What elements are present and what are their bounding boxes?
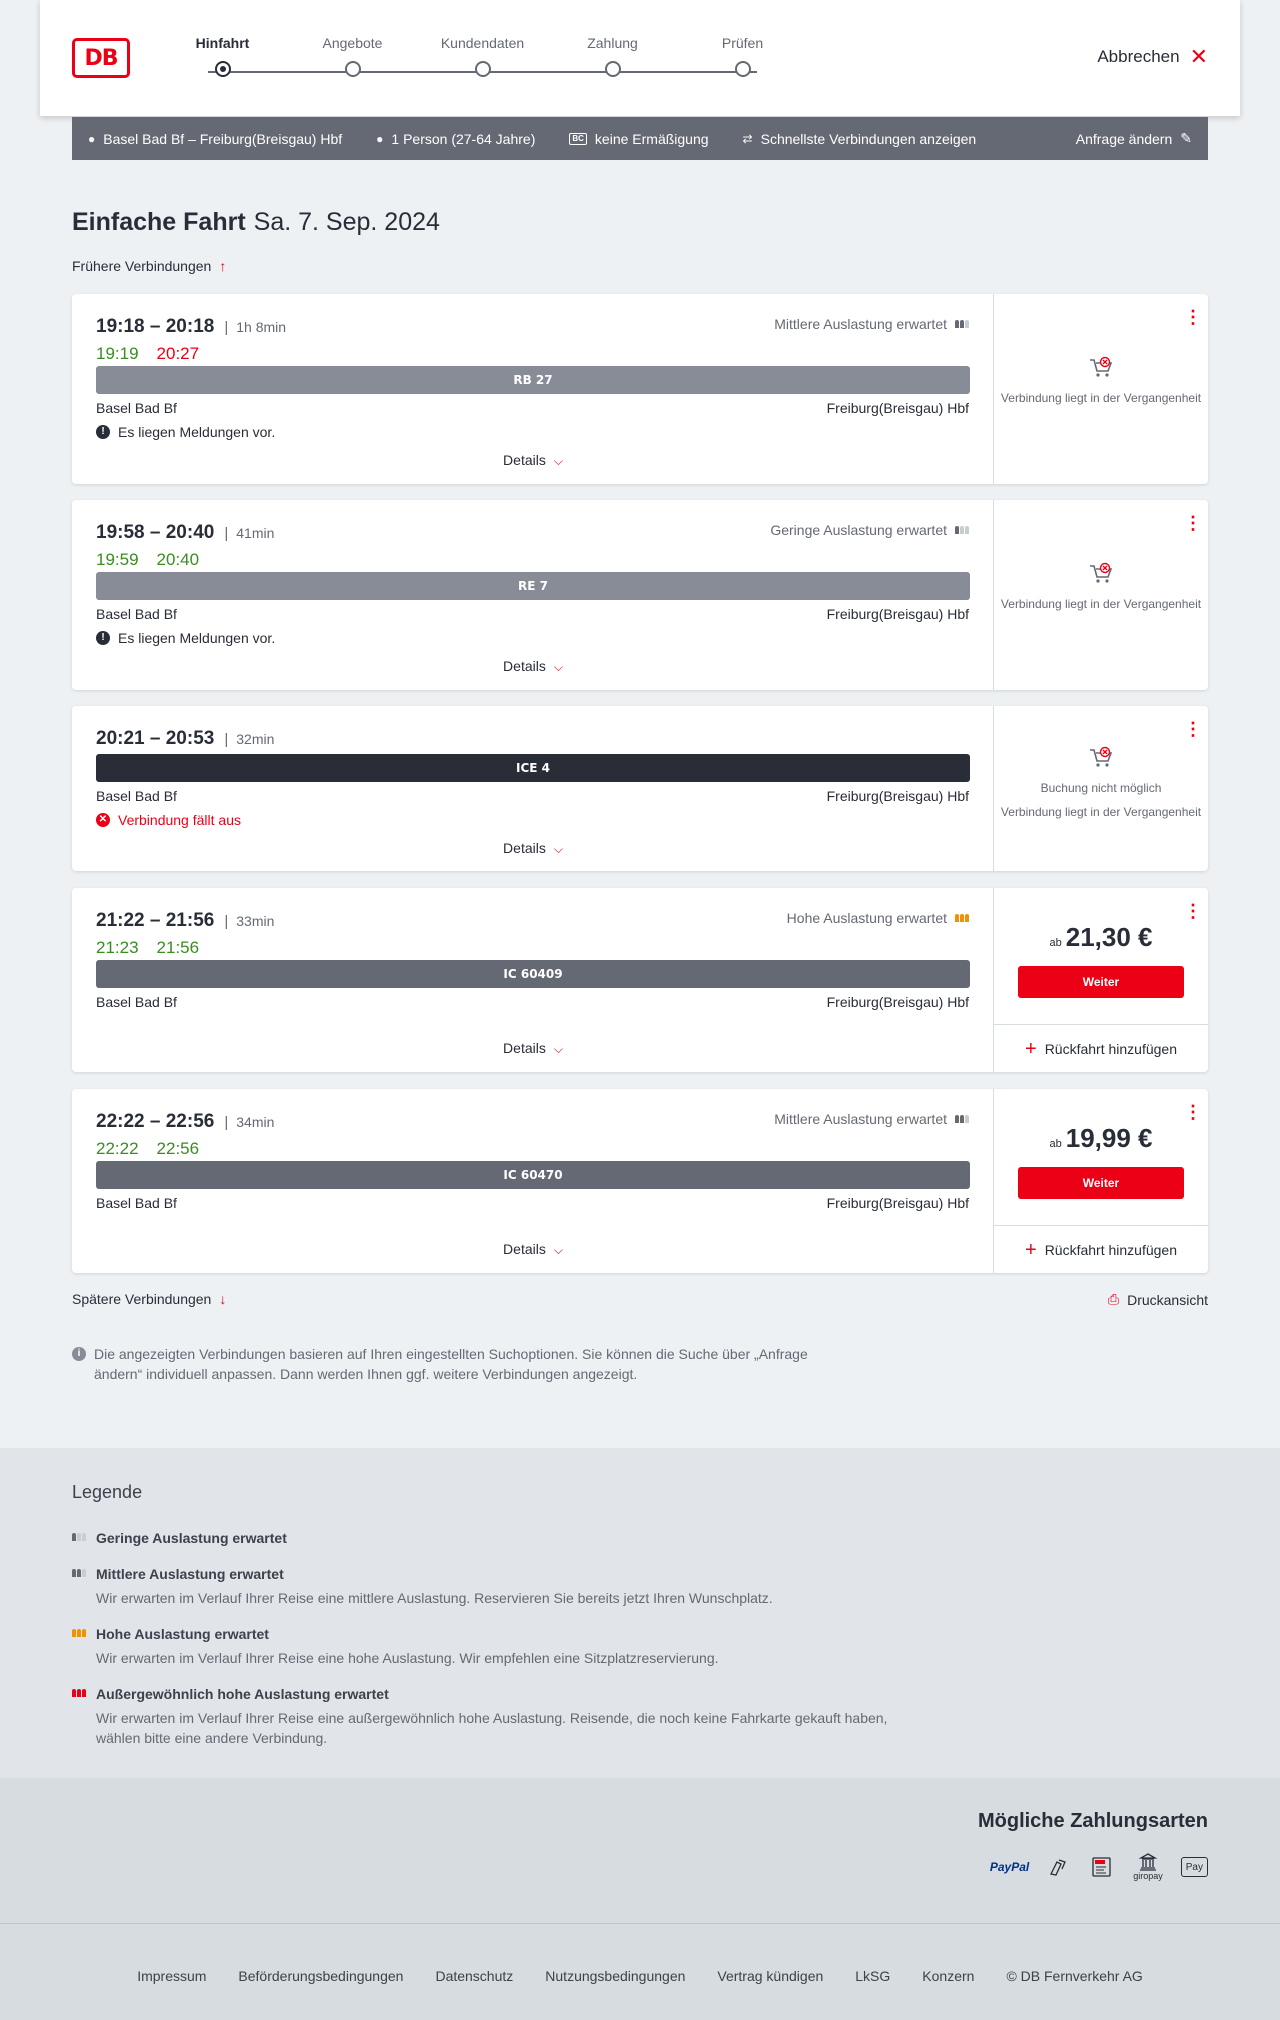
- trip-type: Einfache Fahrt: [72, 208, 246, 236]
- connection-card: [72, 500, 1208, 690]
- duration: 32min: [236, 731, 275, 747]
- details-toggle[interactable]: Details ⌵: [503, 1040, 563, 1056]
- footer-link-befoerderungsbedingungen[interactable]: Beförderungsbedingungen: [238, 1968, 404, 1984]
- exclamation-icon: !: [96, 631, 110, 645]
- connection-offer: [994, 706, 1208, 871]
- departure-station: Basel Bad Bf: [96, 788, 177, 804]
- chevron-down-icon: ⌵: [553, 1042, 563, 1056]
- realtime-times: 19:19 20:27: [96, 344, 200, 363]
- cart-unavailable-icon: [1088, 746, 1114, 770]
- pencil-icon: ✎: [1180, 130, 1192, 146]
- occupancy-low-icon: [72, 1533, 86, 1541]
- copyright: © DB Fernverkehr AG: [1006, 1968, 1143, 1984]
- bahncard-icon: BC: [569, 133, 587, 145]
- location-pin-icon: ●: [88, 131, 96, 146]
- cancel-button[interactable]: [1097, 46, 1208, 68]
- price: ab 21,30 €: [1049, 922, 1153, 952]
- connection-times: 19:18 – 20:18 | 1h 8min: [96, 316, 287, 337]
- occupancy-medium-icon: [955, 1115, 969, 1123]
- connection-card: [72, 1089, 1208, 1273]
- arrival-station: Freiburg(Breisgau) Hbf: [826, 788, 969, 804]
- more-options-icon[interactable]: ⋮: [1184, 901, 1202, 921]
- chevron-down-icon: ⌵: [553, 842, 563, 856]
- continue-button[interactable]: Weiter: [1018, 966, 1184, 998]
- exclamation-icon: !: [96, 425, 110, 439]
- step-pruefen: Prüfen: [680, 30, 805, 77]
- notice-message[interactable]: ! Es liegen Meldungen vor.: [96, 424, 275, 440]
- connection-times: 20:21 – 20:53 | 32min: [96, 728, 275, 749]
- legend-item-high: Hohe Auslastung erwartet Wir erwarten im Verlauf Ihrer Reise eine hohe Auslastung. Wir empfehlen eine Sitzplatzreservierung.: [72, 1624, 892, 1668]
- step-zahlung: Zahlung: [550, 30, 675, 77]
- arrow-up-icon: ↑: [219, 258, 227, 274]
- add-return-button[interactable]: + Rückfahrt hinzufügen: [994, 1024, 1208, 1072]
- step-dot: [475, 61, 491, 77]
- connection-times: 21:22 – 21:56 | 33min: [96, 910, 275, 931]
- trip-date: Sa. 7. Sep. 2024: [253, 208, 440, 236]
- cancellation-message: ✕ Verbindung fällt aus: [96, 812, 241, 828]
- close-icon: ✕: [1189, 44, 1208, 69]
- train-bar[interactable]: RB 27: [96, 366, 970, 394]
- load-indicator: Mittlere Auslastung erwartet: [774, 316, 969, 332]
- connection-card: [72, 706, 1208, 871]
- chevron-down-icon: ⌵: [553, 454, 563, 468]
- step-kundendaten: Kundendaten: [420, 30, 545, 77]
- footer-link-impressum[interactable]: Impressum: [137, 1968, 207, 1984]
- info-icon: i: [72, 1347, 86, 1361]
- more-options-icon[interactable]: ⋮: [1184, 719, 1202, 739]
- footer-link-lksg[interactable]: LkSG: [855, 1968, 891, 1984]
- arrow-down-icon: ↓: [219, 1291, 227, 1307]
- header: [40, 0, 1240, 116]
- train-bar[interactable]: RE 7: [96, 572, 970, 600]
- arrival-station: Freiburg(Breisgau) Hbf: [826, 994, 969, 1010]
- realtime-times: 21:23 21:56: [96, 938, 200, 957]
- departure-station: Basel Bad Bf: [96, 400, 177, 416]
- step-dot: [605, 61, 621, 77]
- footer-links: [0, 1968, 1280, 1984]
- duration: 33min: [236, 913, 275, 929]
- db-logo[interactable]: DB: [72, 38, 130, 78]
- connection-offer: [994, 888, 1208, 1072]
- details-toggle[interactable]: Details ⌵: [503, 1241, 563, 1257]
- giropay-icon: giropay: [1133, 1850, 1163, 1884]
- departure-station: Basel Bad Bf: [96, 1195, 177, 1211]
- continue-button[interactable]: Weiter: [1018, 1167, 1184, 1199]
- sepa-icon: [1091, 1852, 1115, 1882]
- connection-offer: [994, 1089, 1208, 1273]
- duration: 41min: [236, 525, 275, 541]
- connection-main: [72, 294, 994, 484]
- train-bar[interactable]: ICE 4: [96, 754, 970, 782]
- details-toggle[interactable]: Details ⌵: [503, 452, 563, 468]
- arrival-station: Freiburg(Breisgau) Hbf: [826, 400, 969, 416]
- step-dot: [735, 61, 751, 77]
- details-toggle[interactable]: Details ⌵: [503, 840, 563, 856]
- departure-station: Basel Bad Bf: [96, 994, 177, 1010]
- legend-title: Legende: [72, 1482, 143, 1502]
- summary-discount: BC keine Ermäßigung: [569, 131, 708, 147]
- footer: [0, 1923, 1280, 2020]
- connection-times: 22:22 – 22:56 | 34min: [96, 1111, 275, 1132]
- payment-title: Mögliche Zahlungsarten: [977, 1810, 1208, 1832]
- occupancy-medium-icon: [72, 1569, 86, 1577]
- plus-icon: +: [1025, 1037, 1037, 1060]
- occupancy-low-icon: [955, 526, 969, 534]
- notice-message[interactable]: ! Es liegen Meldungen vor.: [96, 630, 275, 646]
- occupancy-exceptional-icon: [72, 1689, 86, 1697]
- print-view-link[interactable]: ⎙ Druckansicht: [1107, 1291, 1208, 1308]
- legend: [0, 1448, 1280, 1778]
- chevron-down-icon: ⌵: [553, 660, 563, 674]
- plus-icon: +: [1025, 1238, 1037, 1261]
- cart-unavailable-icon: [1088, 562, 1114, 586]
- info-note: i Die angezeigten Verbindungen basieren auf Ihren eingestellten Suchoptionen. Sie können die Suche über „Anfrage ändern“ individuell anpassen. Dann werden Ihnen ggf. weitere Verbindungen angezeigt.: [72, 1344, 852, 1384]
- load-indicator: Geringe Auslastung erwartet: [770, 522, 969, 538]
- connection-main: [72, 500, 994, 690]
- credit-card-icon: [1047, 1852, 1073, 1882]
- connection-offer: [994, 500, 1208, 690]
- footer-link-vertrag-kuendigen[interactable]: Vertrag kündigen: [717, 1968, 824, 1984]
- connection-main: [72, 1089, 994, 1273]
- swap-arrows-icon: ⇄: [742, 131, 753, 146]
- duration: 1h 8min: [236, 319, 287, 335]
- cancelled-icon: ✕: [96, 813, 110, 827]
- booking-status: Buchung nicht möglich Verbindung liegt in der Vergangenheit: [994, 746, 1208, 820]
- edit-request-button[interactable]: Anfrage ändern ✎: [1075, 130, 1192, 147]
- load-indicator: Mittlere Auslastung erwartet: [774, 1111, 969, 1127]
- connection-main: [72, 706, 994, 871]
- train-bar[interactable]: IC 60409: [96, 960, 970, 988]
- legend-item-medium: Mittlere Auslastung erwartet Wir erwarten im Verlauf Ihrer Reise eine mittlere Auslastung. Reservieren Sie bereits jetzt Ihren Wunschplatz.: [72, 1564, 892, 1608]
- legend-item-exceptional: Außergewöhnlich hohe Auslastung erwartet Wir erwarten im Verlauf Ihrer Reise eine außergewöhnlich hohe Auslastung. Reisende, die noch keine Fahrkarte gekauft haben, wählen bitte eine andere Verbindung.: [72, 1684, 892, 1748]
- step-dot: [345, 61, 361, 77]
- price: ab 19,99 €: [1049, 1123, 1153, 1153]
- step-angebote: Angebote: [290, 30, 415, 77]
- connection-times: 19:58 – 20:40 | 41min: [96, 522, 275, 543]
- progress-stepper: [160, 30, 805, 90]
- cart-unavailable-icon: [1088, 356, 1114, 380]
- details-toggle[interactable]: Details ⌵: [503, 658, 563, 674]
- apple-pay-icon: Pay: [1181, 1857, 1208, 1877]
- legend-item-low: Geringe Auslastung erwartet: [72, 1528, 892, 1548]
- occupancy-medium-icon: [955, 320, 969, 328]
- occupancy-high-icon: [955, 914, 969, 922]
- cancel-label: Abbrechen: [1097, 47, 1180, 66]
- duration: 34min: [236, 1114, 275, 1130]
- page-title: [72, 208, 440, 237]
- connection-main: [72, 888, 994, 1072]
- departure-station: Basel Bad Bf: [96, 606, 177, 622]
- booking-status: Verbindung liegt in der Vergangenheit: [994, 562, 1208, 612]
- occupancy-high-icon: [72, 1629, 86, 1637]
- summary-route: ● Basel Bad Bf – Freiburg(Breisgau) Hbf: [88, 130, 343, 147]
- search-summary-bar: [72, 117, 1208, 160]
- payment-methods: [0, 1778, 1280, 1923]
- earlier-connections-link[interactable]: Frühere Verbindungen ↑: [72, 258, 227, 274]
- printer-icon: ⎙: [1107, 1291, 1120, 1307]
- arrival-station: Freiburg(Breisgau) Hbf: [826, 606, 969, 622]
- arrival-station: Freiburg(Breisgau) Hbf: [826, 1195, 969, 1211]
- connection-offer: [994, 294, 1208, 484]
- paypal-icon: PayPal: [989, 1860, 1030, 1874]
- more-options-icon[interactable]: ⋮: [1184, 513, 1202, 533]
- footer-link-konzern[interactable]: Konzern: [922, 1968, 975, 1984]
- realtime-times: 22:22 22:56: [96, 1139, 200, 1158]
- booking-status: Verbindung liegt in der Vergangenheit: [994, 356, 1208, 406]
- connection-card: [72, 294, 1208, 484]
- footer-link-nutzungsbedingungen[interactable]: Nutzungsbedingungen: [545, 1968, 686, 1984]
- more-options-icon[interactable]: ⋮: [1184, 1102, 1202, 1122]
- summary-passengers: ● 1 Person (27-64 Jahre): [376, 130, 536, 147]
- summary-fastest: ⇄ Schnellste Verbindungen anzeigen: [742, 130, 977, 147]
- person-icon: ●: [376, 131, 384, 146]
- step-dot-active: [215, 61, 231, 77]
- step-hinfahrt: Hinfahrt: [160, 30, 285, 77]
- footer-link-datenschutz[interactable]: Datenschutz: [435, 1968, 514, 1984]
- add-return-button[interactable]: + Rückfahrt hinzufügen: [994, 1225, 1208, 1273]
- chevron-down-icon: ⌵: [553, 1243, 563, 1257]
- load-indicator: Hohe Auslastung erwartet: [787, 910, 969, 926]
- later-connections-link[interactable]: Spätere Verbindungen ↓: [72, 1291, 227, 1307]
- payment-icons: [990, 1850, 1208, 1884]
- connection-card: [72, 888, 1208, 1072]
- train-bar[interactable]: IC 60470: [96, 1161, 970, 1189]
- more-options-icon[interactable]: ⋮: [1184, 307, 1202, 327]
- realtime-times: 19:59 20:40: [96, 550, 200, 569]
